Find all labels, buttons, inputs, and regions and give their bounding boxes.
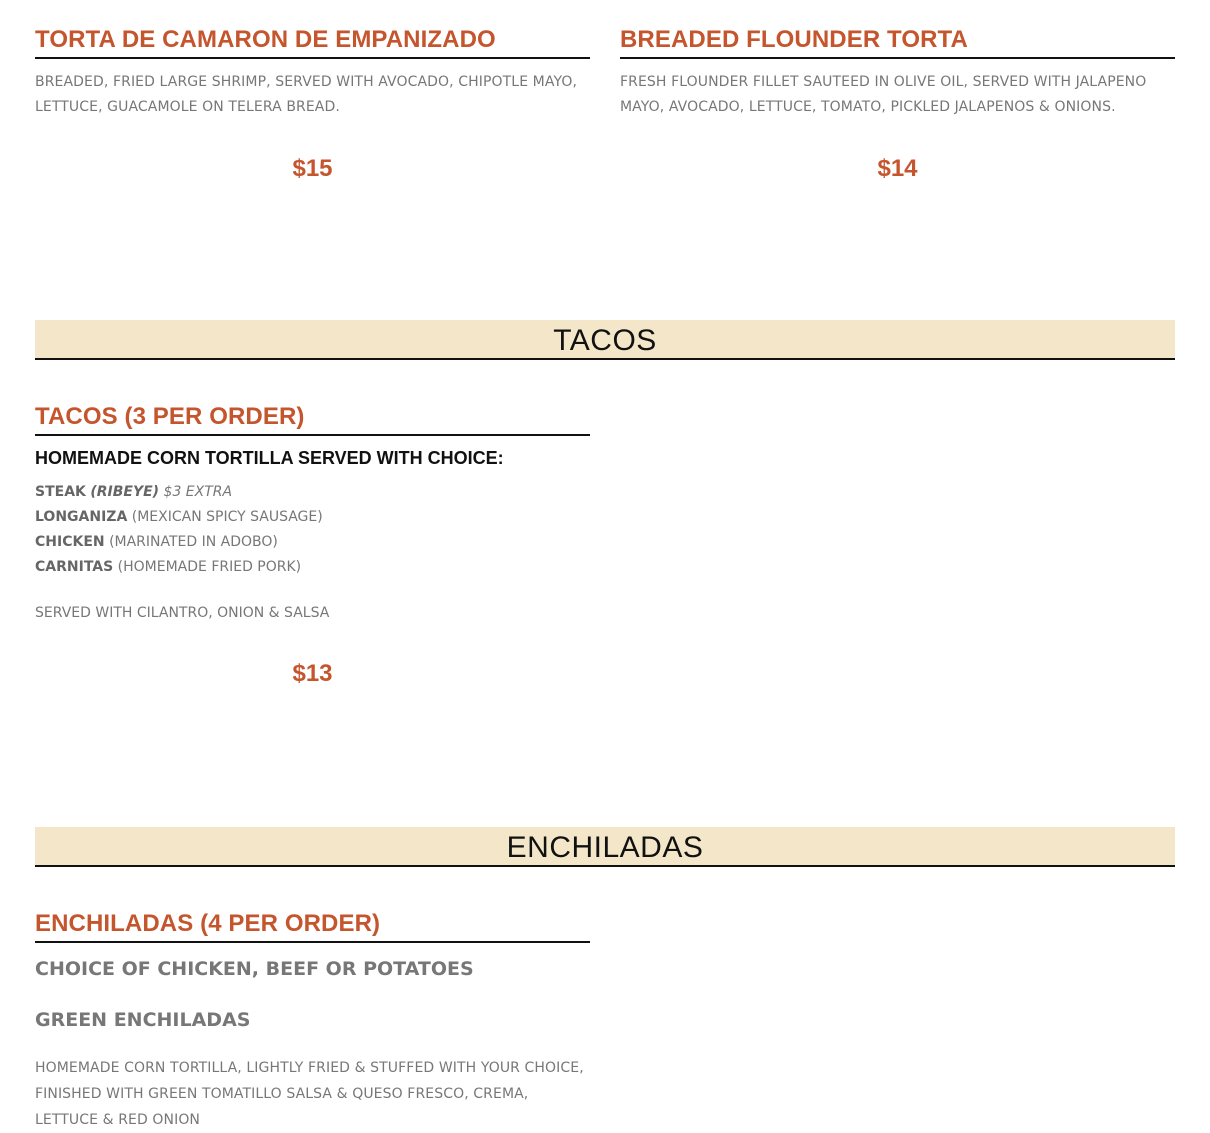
section-header-tacos: TACOS [35, 320, 1175, 360]
choice-list [35, 480, 590, 580]
item-title: BREADED FLOUNDER TORTA [620, 25, 1175, 59]
choice-carnitas [35, 555, 590, 580]
choice-name: STEAK [35, 484, 86, 500]
item-description: FRESH FLOUNDER FILLET SAUTEED IN OLIVE OIL, SERVED WITH JALAPENO MAYO, AVOCADO, LETTUCE, TOMATO, PICKLED JALAPENOS & ONIONS. [620, 74, 1147, 115]
choice-name: CHICKEN [35, 534, 105, 550]
menu-item-torta-camaron [35, 25, 590, 195]
choice-name: LONGANIZA [35, 509, 128, 525]
menu-item-flounder-torta [620, 25, 1175, 195]
choice-longaniza [35, 505, 590, 530]
item-title: TACOS (3 PER ORDER) [35, 402, 590, 436]
item-price: $14 [877, 155, 918, 182]
item-price: $13 [292, 660, 333, 687]
choice-note: (HOMEMADE FRIED PORK) [117, 559, 302, 575]
served-with: SERVED WITH CILANTRO, ONION & SALSA [35, 605, 330, 621]
section-header-enchiladas: ENCHILADAS [35, 827, 1175, 867]
item-choice: CHOICE OF CHICKEN, BEEF OR POTATOES [35, 958, 474, 980]
menu-item-tacos [35, 402, 590, 702]
item-subtitle: HOMEMADE CORN TORTILLA SERVED WITH CHOICE: [35, 448, 504, 468]
choice-chicken [35, 530, 590, 555]
choice-extra: $3 EXTRA [163, 484, 233, 500]
choice-note: (MEXICAN SPICY SAUSAGE) [131, 509, 323, 525]
choice-steak [35, 480, 590, 505]
choice-note: (RIBEYE) [90, 484, 160, 500]
green-enchiladas-title: GREEN ENCHILADAS [35, 1009, 251, 1031]
choice-name: CARNITAS [35, 559, 114, 575]
choice-note: (MARINATED IN ADOBO) [109, 534, 278, 550]
menu-item-enchiladas [35, 909, 590, 1130]
item-title: TORTA DE CAMARON DE EMPANIZADO [35, 25, 590, 59]
item-price: $15 [292, 155, 333, 182]
item-description: BREADED, FRIED LARGE SHRIMP, SERVED WITH AVOCADO, CHIPOTLE MAYO, LETTUCE, GUACAMOLE ON TELERA BREAD. [35, 74, 578, 115]
item-title: ENCHILADAS (4 PER ORDER) [35, 909, 590, 943]
green-enchiladas-description: HOMEMADE CORN TORTILLA, LIGHTLY FRIED & STUFFED WITH YOUR CHOICE, FINISHED WITH GREEN TOMATILLO SALSA & QUESO FRESCO, CREMA, LETTUCE & RED ONION [35, 1060, 584, 1128]
